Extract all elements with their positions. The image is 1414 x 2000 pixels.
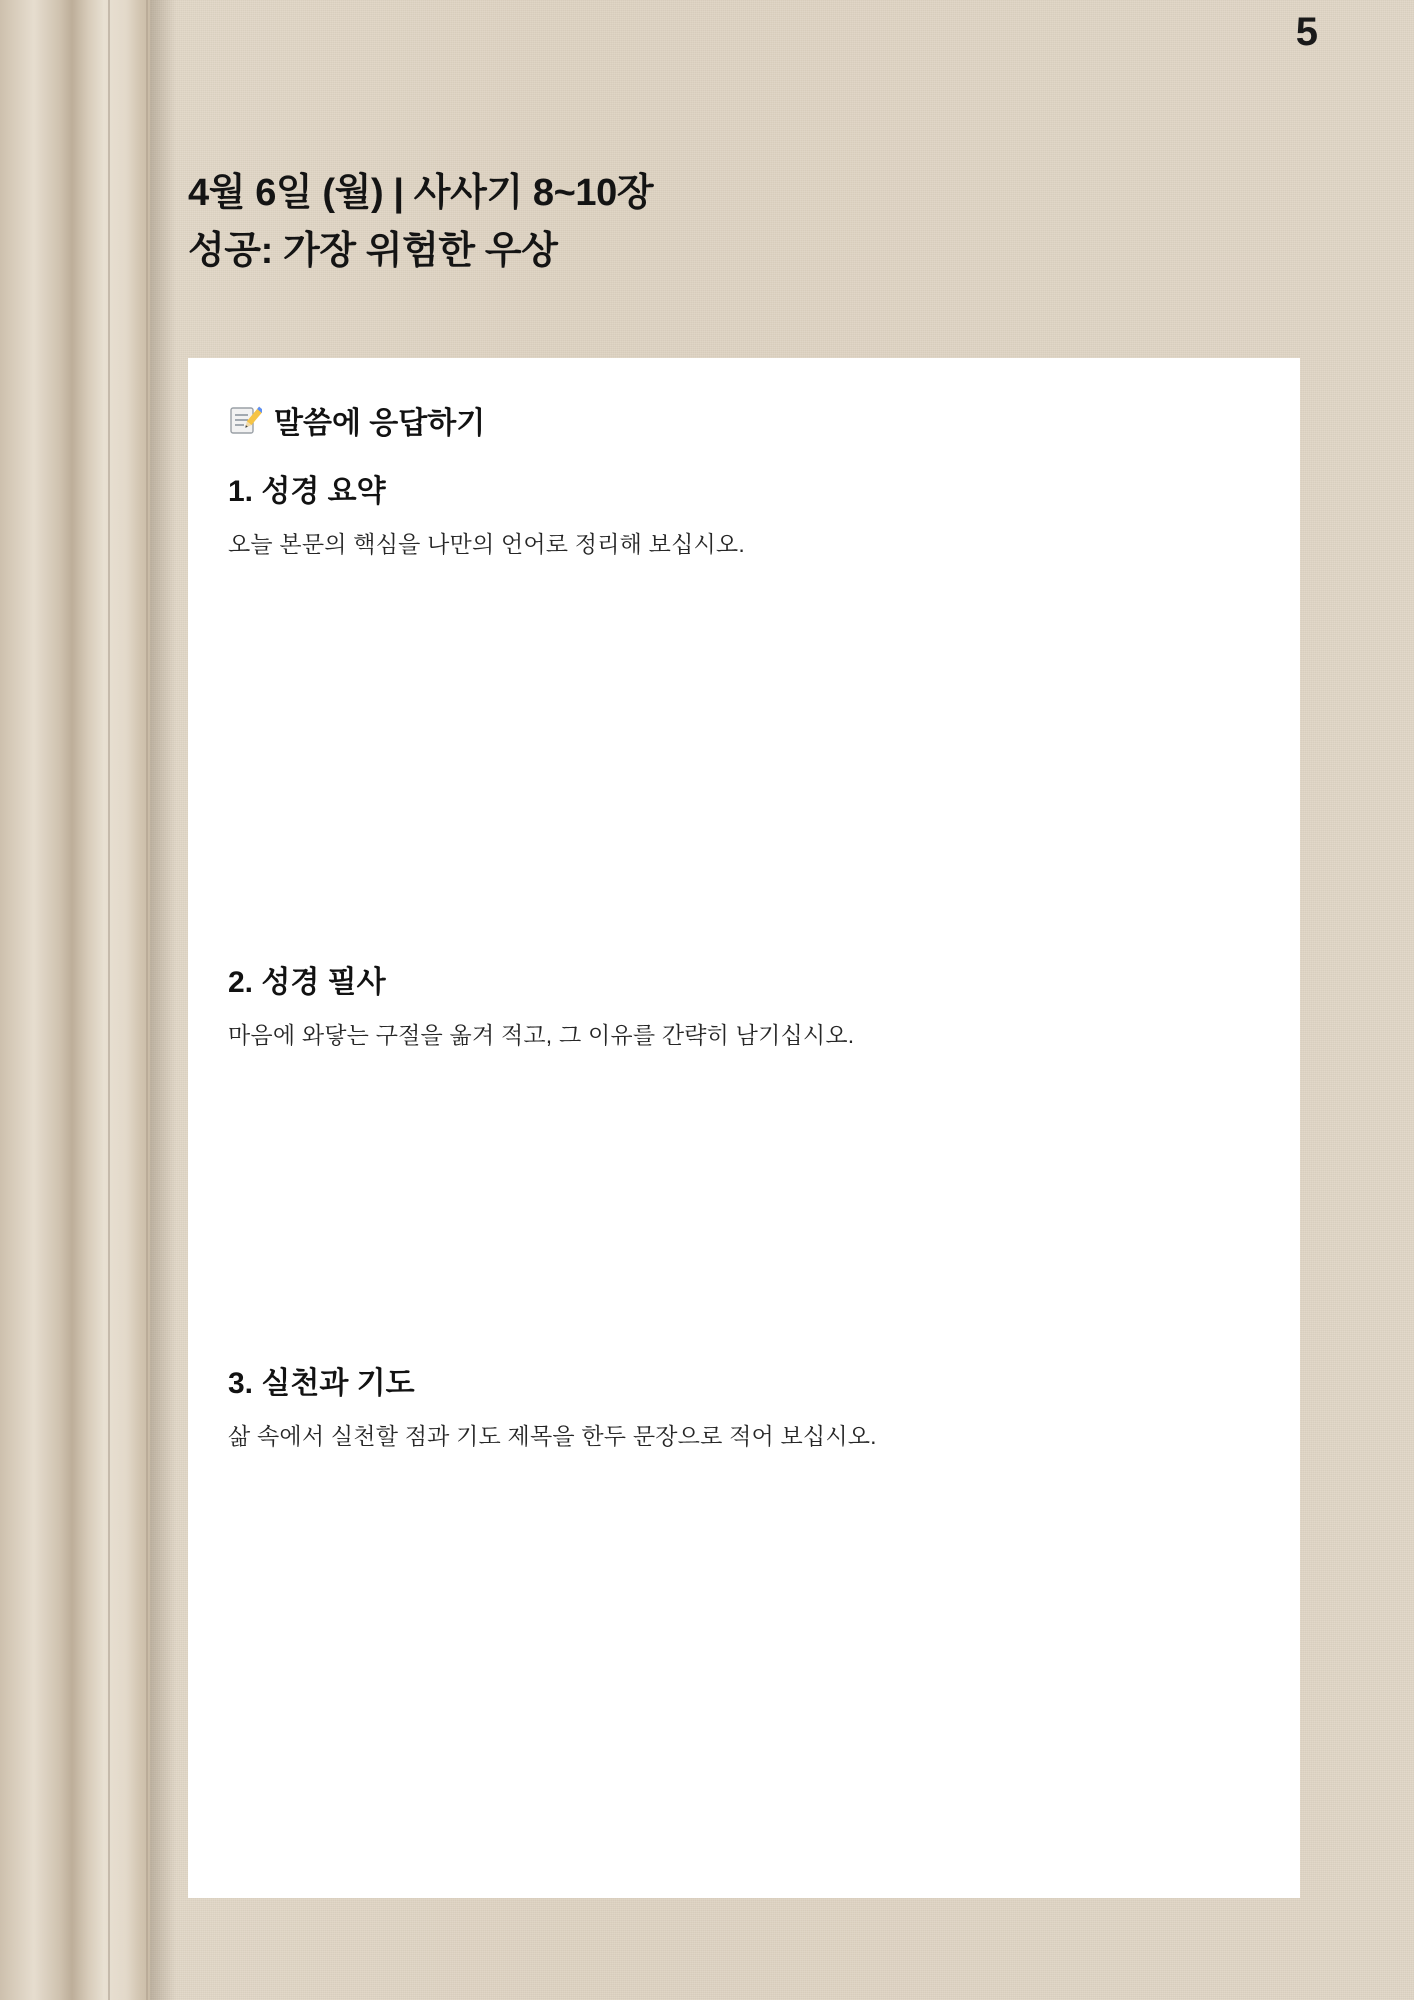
- memo-icon: [228, 403, 262, 437]
- section-2-writing-area[interactable]: [228, 1050, 1260, 1350]
- section-2: [228, 957, 1260, 1350]
- section-3-description: 삶 속에서 실천할 점과 기도 제목을 한두 문장으로 적어 보십시오.: [228, 1423, 877, 1449]
- worksheet-card: [188, 358, 1300, 1898]
- page-title-line-1: 4월 6일 (월) | 사사기 8~10장: [188, 172, 654, 214]
- spine-shadow: [150, 0, 176, 2000]
- section-3-writing-area[interactable]: [228, 1451, 1260, 1571]
- book-spine: [0, 0, 150, 2000]
- section-1: [228, 466, 1260, 949]
- spine-crease-line: [108, 0, 110, 2000]
- section-3: [228, 1358, 1260, 1571]
- page-number: 5: [1295, 10, 1318, 54]
- worksheet-heading-label: 말씀에 응답하기: [274, 407, 486, 440]
- worksheet-heading: [228, 398, 1260, 442]
- section-3-title: 3. 실천과 기도: [228, 1367, 415, 1400]
- section-1-writing-area[interactable]: [228, 559, 1260, 949]
- section-2-title: 2. 성경 필사: [228, 966, 386, 999]
- spine-edge-line: [146, 0, 148, 2000]
- page-title-line-2: 성공: 가장 위험한 우상: [188, 229, 558, 272]
- section-1-title: 1. 성경 요약: [228, 475, 386, 508]
- section-2-description: 마음에 와닿는 구절을 옮겨 적고, 그 이유를 간략히 남기십시오.: [228, 1022, 855, 1048]
- page-title: [188, 165, 1188, 281]
- section-1-description: 오늘 본문의 핵심을 나만의 언어로 정리해 보십시오.: [228, 531, 745, 557]
